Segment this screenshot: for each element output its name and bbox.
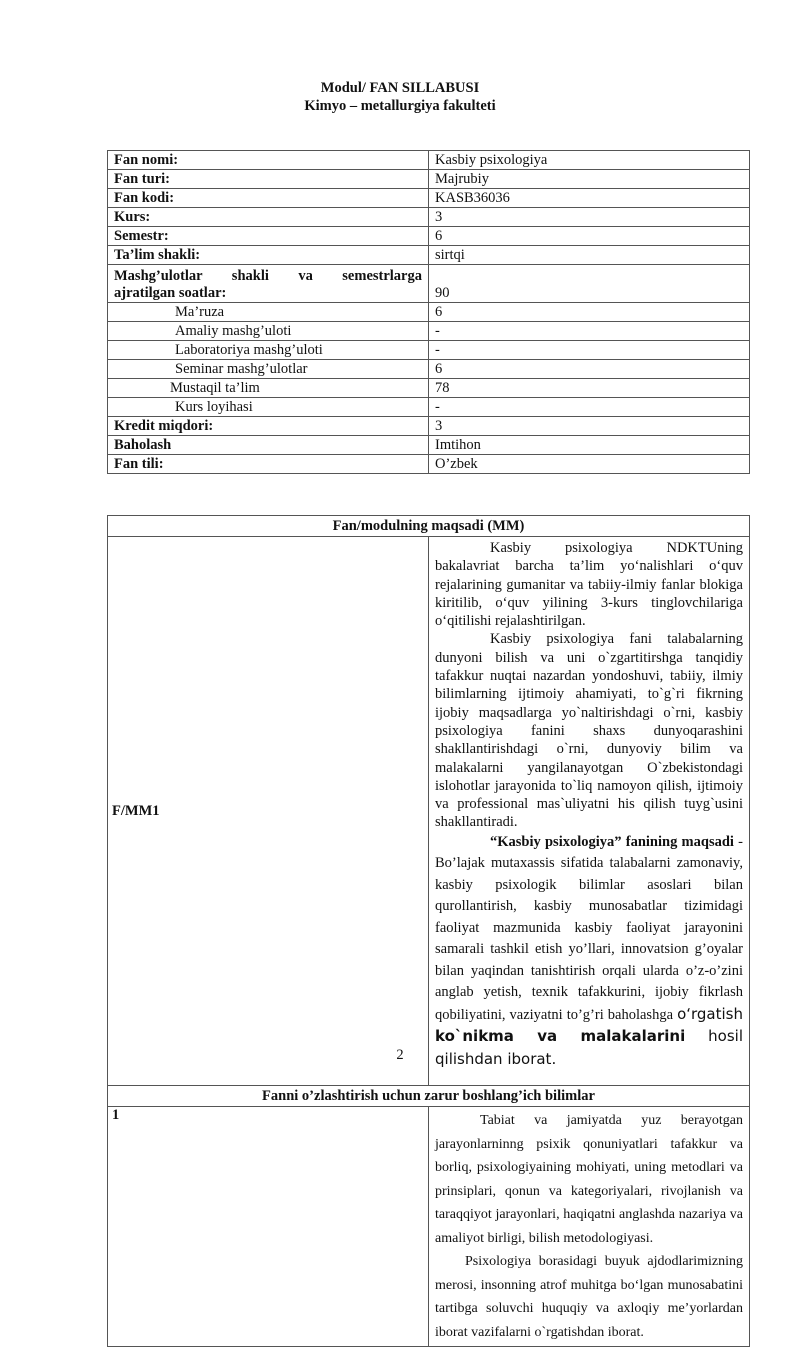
goal-text [429,537,750,1086]
fan-turi-label: Fan turi: [108,170,429,189]
kurs-label: Kurs: [108,208,429,227]
goal-paragraph-2: Kasbiy psixologiya fani talabalarning dunyoni bilish va uni o`zgartitirshga tanqidiy tafakkur nuqtai nazardan yondoshuvi, tabiiy, ilmiy bilimlarning ijtimoiy ahamiyati, to`g`ri fikrning ijobiy maqsadlarga yo`naltirishdagi o`rni, kasbiy psixologiya fanini shaxs dunyoqarashini shakllantirishdagi o`rni, dunyoviy bilim va malakalarni yangilanayotgan O`zbekistondagi islohotlar jarayonida to`liq namoyon qilish, ijtimoiy va professional mas`uliyatni his qilish tuyg`usini shakllantiradi. [435,631,743,831]
table-row [108,151,750,170]
kredit-label: Kredit miqdori: [108,417,429,436]
prereq-paragraph-1: Tabiat va jamiyatda yuz berayotgan jarayonlarninng psixik qonuniyatlari tafakkur va borliq, psixologiyaining mohiyati, uning metodlari va prinsiplari, qonun va kategoriyalari, rivojlanish va taraqqiyot jarayonlari, haqiqatni anglashda nazariya va amaliyot birligi, bilish metodologiyasi. [435,1113,743,1246]
table-row [108,455,750,474]
table-row [108,265,750,303]
amaliy-label: Amaliy mashg’uloti [108,322,429,341]
faculty-title: Kimyo – metallurgiya fakulteti [304,98,496,114]
goal-maqsad-text: - Bo’lajak mutaxassis sifatida talabalarni zamonaviy, kasbiy psixologik bilimlar asoslari bilan qurollantirish, kasbiy munosabatlar tizimidagi faoliyat mazmunida kasbiy faoliyat jarayonini samarali tashkil etish yo’llari, innovatsion g’oyalar bilan yaqindan tanishtirish orqali ularda o’z-o’zini anglab yetish, texnik tafakkurini, ijobiy fikrlash qobiliyatini, vaziyatni to’g’ri baholashga [435,833,743,1023]
fan-kodi-value: KASB36036 [429,189,750,208]
spacer [435,1071,743,1083]
talim-shakli-value: sirtqi [429,246,750,265]
table-row [108,436,750,455]
mashgulotlar-value: 90 [429,265,750,303]
prereq-label: 1 [108,1107,429,1347]
goal-maqsad-sans-bold-wrap [435,1027,685,1045]
goal-maqsad-sans-1: o‘rgatish [677,1004,743,1023]
prereq-header: Fanni o’zlashtirish uchun zarur boshlang’ich bilimlar [108,1086,750,1107]
goal-paragraph-3 [435,832,743,1072]
goal-maqsad-sans-2: hosil qilishdan iborat. [435,1027,743,1068]
goal-maqsad-sans-bold: ko`nikma va malakalarini [435,1027,686,1046]
mashgulotlar-label-line2: ajratilgan soatlar: [114,285,227,301]
laboratoriya-value: - [429,341,750,360]
seminar-value: 6 [429,360,750,379]
mustaqil-label: Mustaqil ta’lim [108,379,429,398]
goal-maqsad-title: “Kasbiy psixologiya” fanining maqsadi [490,833,734,850]
goal-header: Fan/modulning maqsadi (MM) [108,516,750,537]
course-goal-table [107,515,750,1347]
mashgulotlar-label-line1: Mashg’ulotlar shakli va semestrlarga [114,268,422,284]
baholash-label: Baholash [108,436,429,455]
table-row [108,341,750,360]
semestr-value: 6 [429,227,750,246]
table-row [108,537,750,1086]
course-info-table [107,150,750,474]
goal-label: F/MM1 [108,537,429,1086]
fan-tili-label: Fan tili: [108,455,429,474]
kredit-value: 3 [429,417,750,436]
kurs-loyihasi-label: Kurs loyihasi [108,398,429,417]
fan-nomi-label: Fan nomi: [108,151,429,170]
page-number: 2 [396,1047,404,1063]
table-row [108,208,750,227]
kurs-loyihasi-value: - [429,398,750,417]
table-row [108,379,750,398]
table-row [108,303,750,322]
fan-nomi-value: Kasbiy psixologiya [429,151,750,170]
mashgulotlar-label [108,265,429,303]
fan-kodi-label: Fan kodi: [108,189,429,208]
prereq-text [429,1107,750,1347]
amaliy-value: - [429,322,750,341]
table-row [108,189,750,208]
maruza-label: Ma’ruza [108,303,429,322]
fan-tili-value: O’zbek [429,455,750,474]
table-row [108,1086,750,1107]
kurs-value: 3 [429,208,750,227]
talim-shakli-label: Ta’lim shakli: [108,246,429,265]
table-row [108,170,750,189]
table-row [108,1107,750,1347]
semestr-label: Semestr: [108,227,429,246]
baholash-value: Imtihon [429,436,750,455]
maruza-value: 6 [429,303,750,322]
table-row [108,516,750,537]
table-row [108,360,750,379]
mustaqil-value: 78 [429,379,750,398]
goal-paragraph-1: Kasbiy psixologiya NDKTUning bakalavriat barcha ta’lim yo‘nalishlari o‘quv rejalarining gumanitar va tabiiy-ilmiy fanlar blokiga kiritilib, o‘quv yilining 3-kurs tinglovchilariga o‘qitilishi rejalashtirilgan. [435,540,743,630]
fan-turi-value: Majrubiy [429,170,750,189]
table-row [108,227,750,246]
table-row [108,322,750,341]
seminar-label: Seminar mashg’ulotlar [108,360,429,379]
table-row [108,246,750,265]
table-row [108,398,750,417]
document-title: Modul/ FAN SILLABUSI [320,80,480,96]
prereq-paragraph-2: Psixologiya borasidagi buyuk ajdodlarimizning merosi, insonning atrof muhitga bo‘lgan munosabatini tartibga soluvchi huquqiy va axloqiy me’yorlardan iborat vazifalarni o`rgatishdan iborat. [435,1254,743,1340]
table-row [108,417,750,436]
laboratoriya-label: Laboratoriya mashg’uloti [108,341,429,360]
